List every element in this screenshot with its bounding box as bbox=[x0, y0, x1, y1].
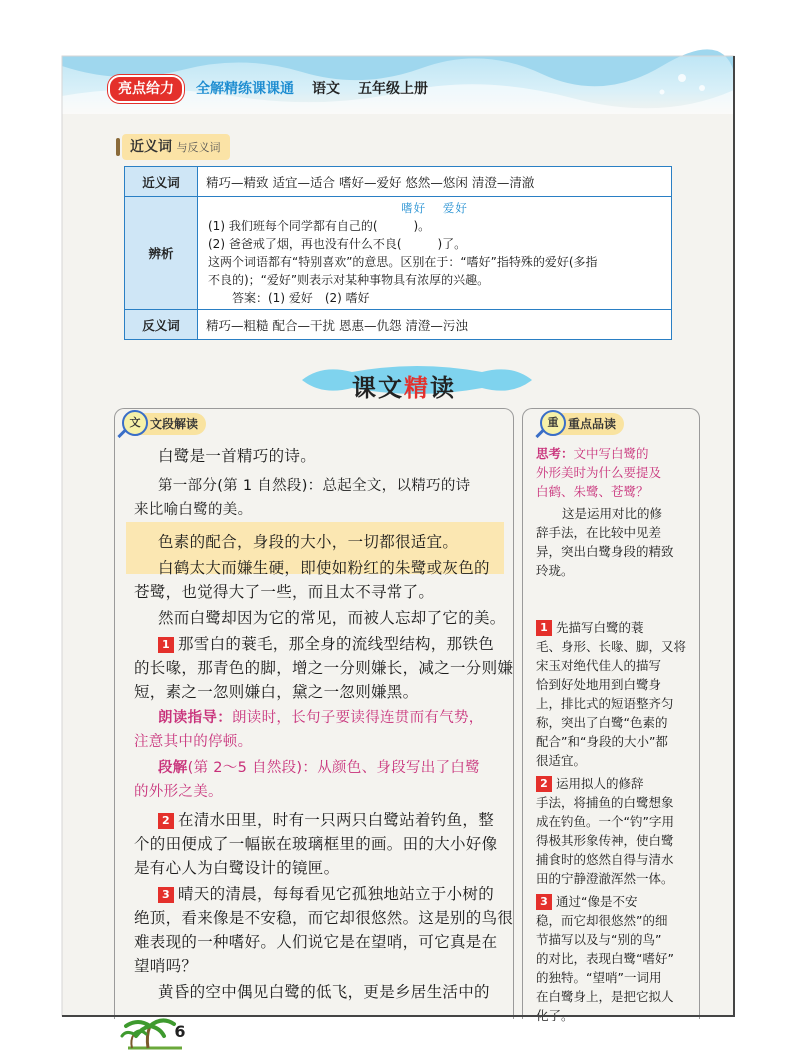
segment-note-line-1 bbox=[158, 756, 480, 780]
antonym-row bbox=[125, 310, 672, 340]
comment-2-line-2: 手法，将捕鱼的白鹭想象 bbox=[536, 795, 674, 810]
comment-3-line-3: 节描写以及与“别的鸟” bbox=[536, 932, 662, 947]
answer-line-4: 玲珑。 bbox=[536, 563, 574, 578]
paragraph-7-line-1 bbox=[158, 882, 494, 906]
analysis-content bbox=[198, 197, 672, 310]
page-number: 6 bbox=[174, 1022, 186, 1041]
marker-3: 3 bbox=[158, 887, 174, 903]
analysis-line-3: 这两个词语都有“特别喜欢”的意思。区别在于：“嗜好”指特殊的爱好(多指 bbox=[208, 255, 598, 269]
comment-1-text-1: 先描写白鹭的蓑 bbox=[556, 620, 644, 635]
synonym-row bbox=[125, 167, 672, 197]
paragraph-1: 白鹭是一首精巧的诗。 bbox=[158, 447, 317, 465]
analysis-row bbox=[125, 197, 672, 310]
paragraph-6-line-3: 是有心人为白鹭设计的镜匣。 bbox=[134, 859, 340, 877]
comment-3-line-5: 的独特。“望哨”一词用 bbox=[536, 970, 662, 985]
synonym-list: 精巧—精致 适宜—适合 嗜好—爱好 悠然—悠闲 清澄—清澈 bbox=[198, 167, 672, 197]
comment-1-line-3: 宋玉对绝代佳人的描写 bbox=[536, 658, 662, 673]
paragraph-5-line-3: 短，素之一忽则嫌白，黛之一忽则嫌黑。 bbox=[134, 683, 419, 701]
vocab-section-tag bbox=[122, 134, 230, 160]
paragraph-6-line-1 bbox=[158, 808, 494, 832]
vocab-tag-sub: 与反义词 bbox=[176, 141, 221, 154]
tag-notch bbox=[116, 138, 120, 156]
comment-3-text-1: 通过“像是不安 bbox=[556, 894, 638, 909]
analysis-line-2: (2) 爸爸戒了烟，再也没有什么不良( )了。 bbox=[208, 237, 467, 251]
comment-1-line-8: 很适宜。 bbox=[536, 753, 587, 768]
marker-2: 2 bbox=[158, 813, 174, 829]
comment-marker-3: 3 bbox=[536, 894, 552, 910]
antonym-label: 反义词 bbox=[125, 310, 198, 340]
paragraph-2: 色素的配合，身段的大小，一切都很适宜。 bbox=[158, 533, 459, 551]
comment-2-line-3: 成在钓鱼。一个“钓”字用 bbox=[536, 814, 674, 829]
part-summary-line-1: 第一部分(第 1 自然段)：总起全文，以精巧的诗 bbox=[158, 478, 471, 494]
comment-1-line-2: 毛、身形、长喙、脚，又将 bbox=[536, 639, 687, 654]
answer-line-1: 这是运用对比的修 bbox=[562, 506, 663, 521]
reading-guide-text-1: 朗读时，长句子要读得连贯而有气势， bbox=[232, 710, 484, 726]
segment-note-line-2: 的外形之美。 bbox=[134, 784, 223, 800]
series-title: 全解精练课课通 bbox=[196, 81, 294, 97]
vocab-tag-main: 近义词 bbox=[130, 139, 172, 155]
think-text-1: 文中写白鹭的 bbox=[573, 446, 649, 461]
paragraph-7-line-4: 望哨吗？ bbox=[134, 957, 198, 975]
magnifier-icon: 文 bbox=[122, 410, 148, 436]
paragraph-6-text-1: 在清水田里，时有一只两只白鹭站着钓鱼，整 bbox=[178, 811, 495, 829]
key-reading-label: 重点品读 bbox=[568, 417, 617, 431]
paragraph-6-line-2: 个的田便成了一幅嵌在玻璃框里的画。田的大小好像 bbox=[134, 835, 498, 853]
comment-3-line-7: 化了。 bbox=[536, 1008, 574, 1023]
segment-reading-label: 文段解读 bbox=[150, 417, 199, 431]
think-line-2: 外形美时为什么要提及 bbox=[536, 465, 662, 480]
paragraph-3-line-2: 苍鹭，也觉得大了一些，而且太不寻常了。 bbox=[134, 583, 435, 601]
paragraph-5-text-1: 那雪白的蓑毛，那全身的流线型结构，那铁色 bbox=[178, 635, 495, 653]
comment-2-text-1: 运用拟人的修辞 bbox=[556, 776, 644, 791]
comment-1-line-5: 上，排比式的短语整齐匀 bbox=[536, 696, 674, 711]
comment-3-line-1 bbox=[536, 892, 637, 911]
vocab-table bbox=[124, 166, 672, 340]
segment-reading-tag bbox=[128, 413, 206, 435]
comment-2-line-4: 得极其形象传神，使白鹭 bbox=[536, 833, 674, 848]
think-line-3: 白鹤、朱鹭、苍鹭？ bbox=[536, 484, 649, 499]
grade-label: 五年级上册 bbox=[358, 81, 428, 97]
analysis-answer: 答案：(1) 爱好 (2) 嗜好 bbox=[232, 291, 370, 305]
paragraph-3-line-1: 白鹤太大而嫌生硬，即使如粉红的朱鹭或灰色的 bbox=[158, 559, 490, 577]
comment-2-line-6: 田的宁静澄澈浑然一体。 bbox=[536, 871, 674, 886]
part-summary-line-2: 来比喻白鹭的美。 bbox=[134, 502, 253, 518]
paragraph-8: 黄昏的空中偶见白鹭的低飞，更是乡居生活中的 bbox=[158, 983, 490, 1001]
option-a: 嗜好 bbox=[401, 201, 427, 215]
answer-line-2: 辞手法，在比较中见差 bbox=[536, 525, 662, 540]
comment-1-line-1 bbox=[536, 618, 644, 637]
subject-label: 语文 bbox=[312, 81, 340, 97]
paragraph-7-line-2: 绝顶，看来像是不安稳，而它却很悠然。这是别的鸟很 bbox=[134, 909, 514, 927]
section-title bbox=[352, 368, 456, 403]
title-part-2: 精 bbox=[404, 374, 430, 402]
segment-note-label: 段解 bbox=[158, 760, 188, 776]
comment-3-line-2: 稳，而它却很悠然”的细 bbox=[536, 913, 668, 928]
comment-1-line-4: 恰到好处地用到白鹭身 bbox=[536, 677, 662, 692]
paragraph-7-text-1: 晴天的清晨，每每看见它孤独地站立于小树的 bbox=[178, 885, 495, 903]
paragraph-7-line-3: 难表现的一种嗜好。人们说它是在望哨，可它真是在 bbox=[134, 933, 498, 951]
marker-1: 1 bbox=[158, 637, 174, 653]
comment-2-line-5: 捕食时的悠然自得与清水 bbox=[536, 852, 674, 867]
textbook-page bbox=[62, 56, 734, 1041]
title-part-1: 课文 bbox=[352, 374, 404, 402]
segment-note-text-1: (第 2～5 自然段)：从颜色、身段写出了白鹭 bbox=[187, 760, 480, 776]
synonym-label: 近义词 bbox=[125, 167, 198, 197]
comment-1-line-7: 配合”和“身段的大小”都 bbox=[536, 734, 668, 749]
think-line-1 bbox=[536, 444, 649, 463]
word-options bbox=[208, 199, 661, 217]
title-part-3: 读 bbox=[430, 374, 456, 402]
comment-3-line-4: 的对比，表现白鹭“嗜好” bbox=[536, 951, 674, 966]
paragraph-5-line-1 bbox=[158, 632, 494, 656]
think-label: 思考： bbox=[536, 446, 574, 461]
analysis-label: 辨析 bbox=[125, 197, 198, 310]
comment-marker-1: 1 bbox=[536, 620, 552, 636]
option-b: 爱好 bbox=[442, 201, 468, 215]
key-reading-tag bbox=[546, 413, 624, 435]
reading-guide-line-1 bbox=[158, 706, 484, 730]
analysis-line-1: (1) 我们班每个同学都有自己的( )。 bbox=[208, 219, 431, 233]
analysis-line-4: 不良的)；“爱好”则表示对某种事物具有浓厚的兴趣。 bbox=[208, 273, 490, 287]
comment-2-line-1 bbox=[536, 774, 644, 793]
answer-line-3: 异，突出白鹭身段的精致 bbox=[536, 544, 674, 559]
antonym-list: 精巧—粗糙 配合—干扰 恩惠—仇怨 清澄—污浊 bbox=[198, 310, 672, 340]
brand-badge: 亮点给力 bbox=[108, 75, 184, 103]
paragraph-4: 然而白鹭却因为它的常见，而被人忘却了它的美。 bbox=[158, 609, 506, 627]
comment-marker-2: 2 bbox=[536, 776, 552, 792]
comment-3-line-6: 在白鹭身上，是把它拟人 bbox=[536, 989, 674, 1004]
comment-1-line-6: 称，突出了白鹭“色素的 bbox=[536, 715, 668, 730]
reading-guide-line-2: 注意其中的停顿。 bbox=[134, 734, 253, 750]
paragraph-5-line-2: 的长喙，那青色的脚，增之一分则嫌长，减之一分则嫌 bbox=[134, 659, 514, 677]
magnifier-icon: 重 bbox=[540, 410, 566, 436]
reading-guide-label: 朗读指导： bbox=[158, 710, 232, 726]
